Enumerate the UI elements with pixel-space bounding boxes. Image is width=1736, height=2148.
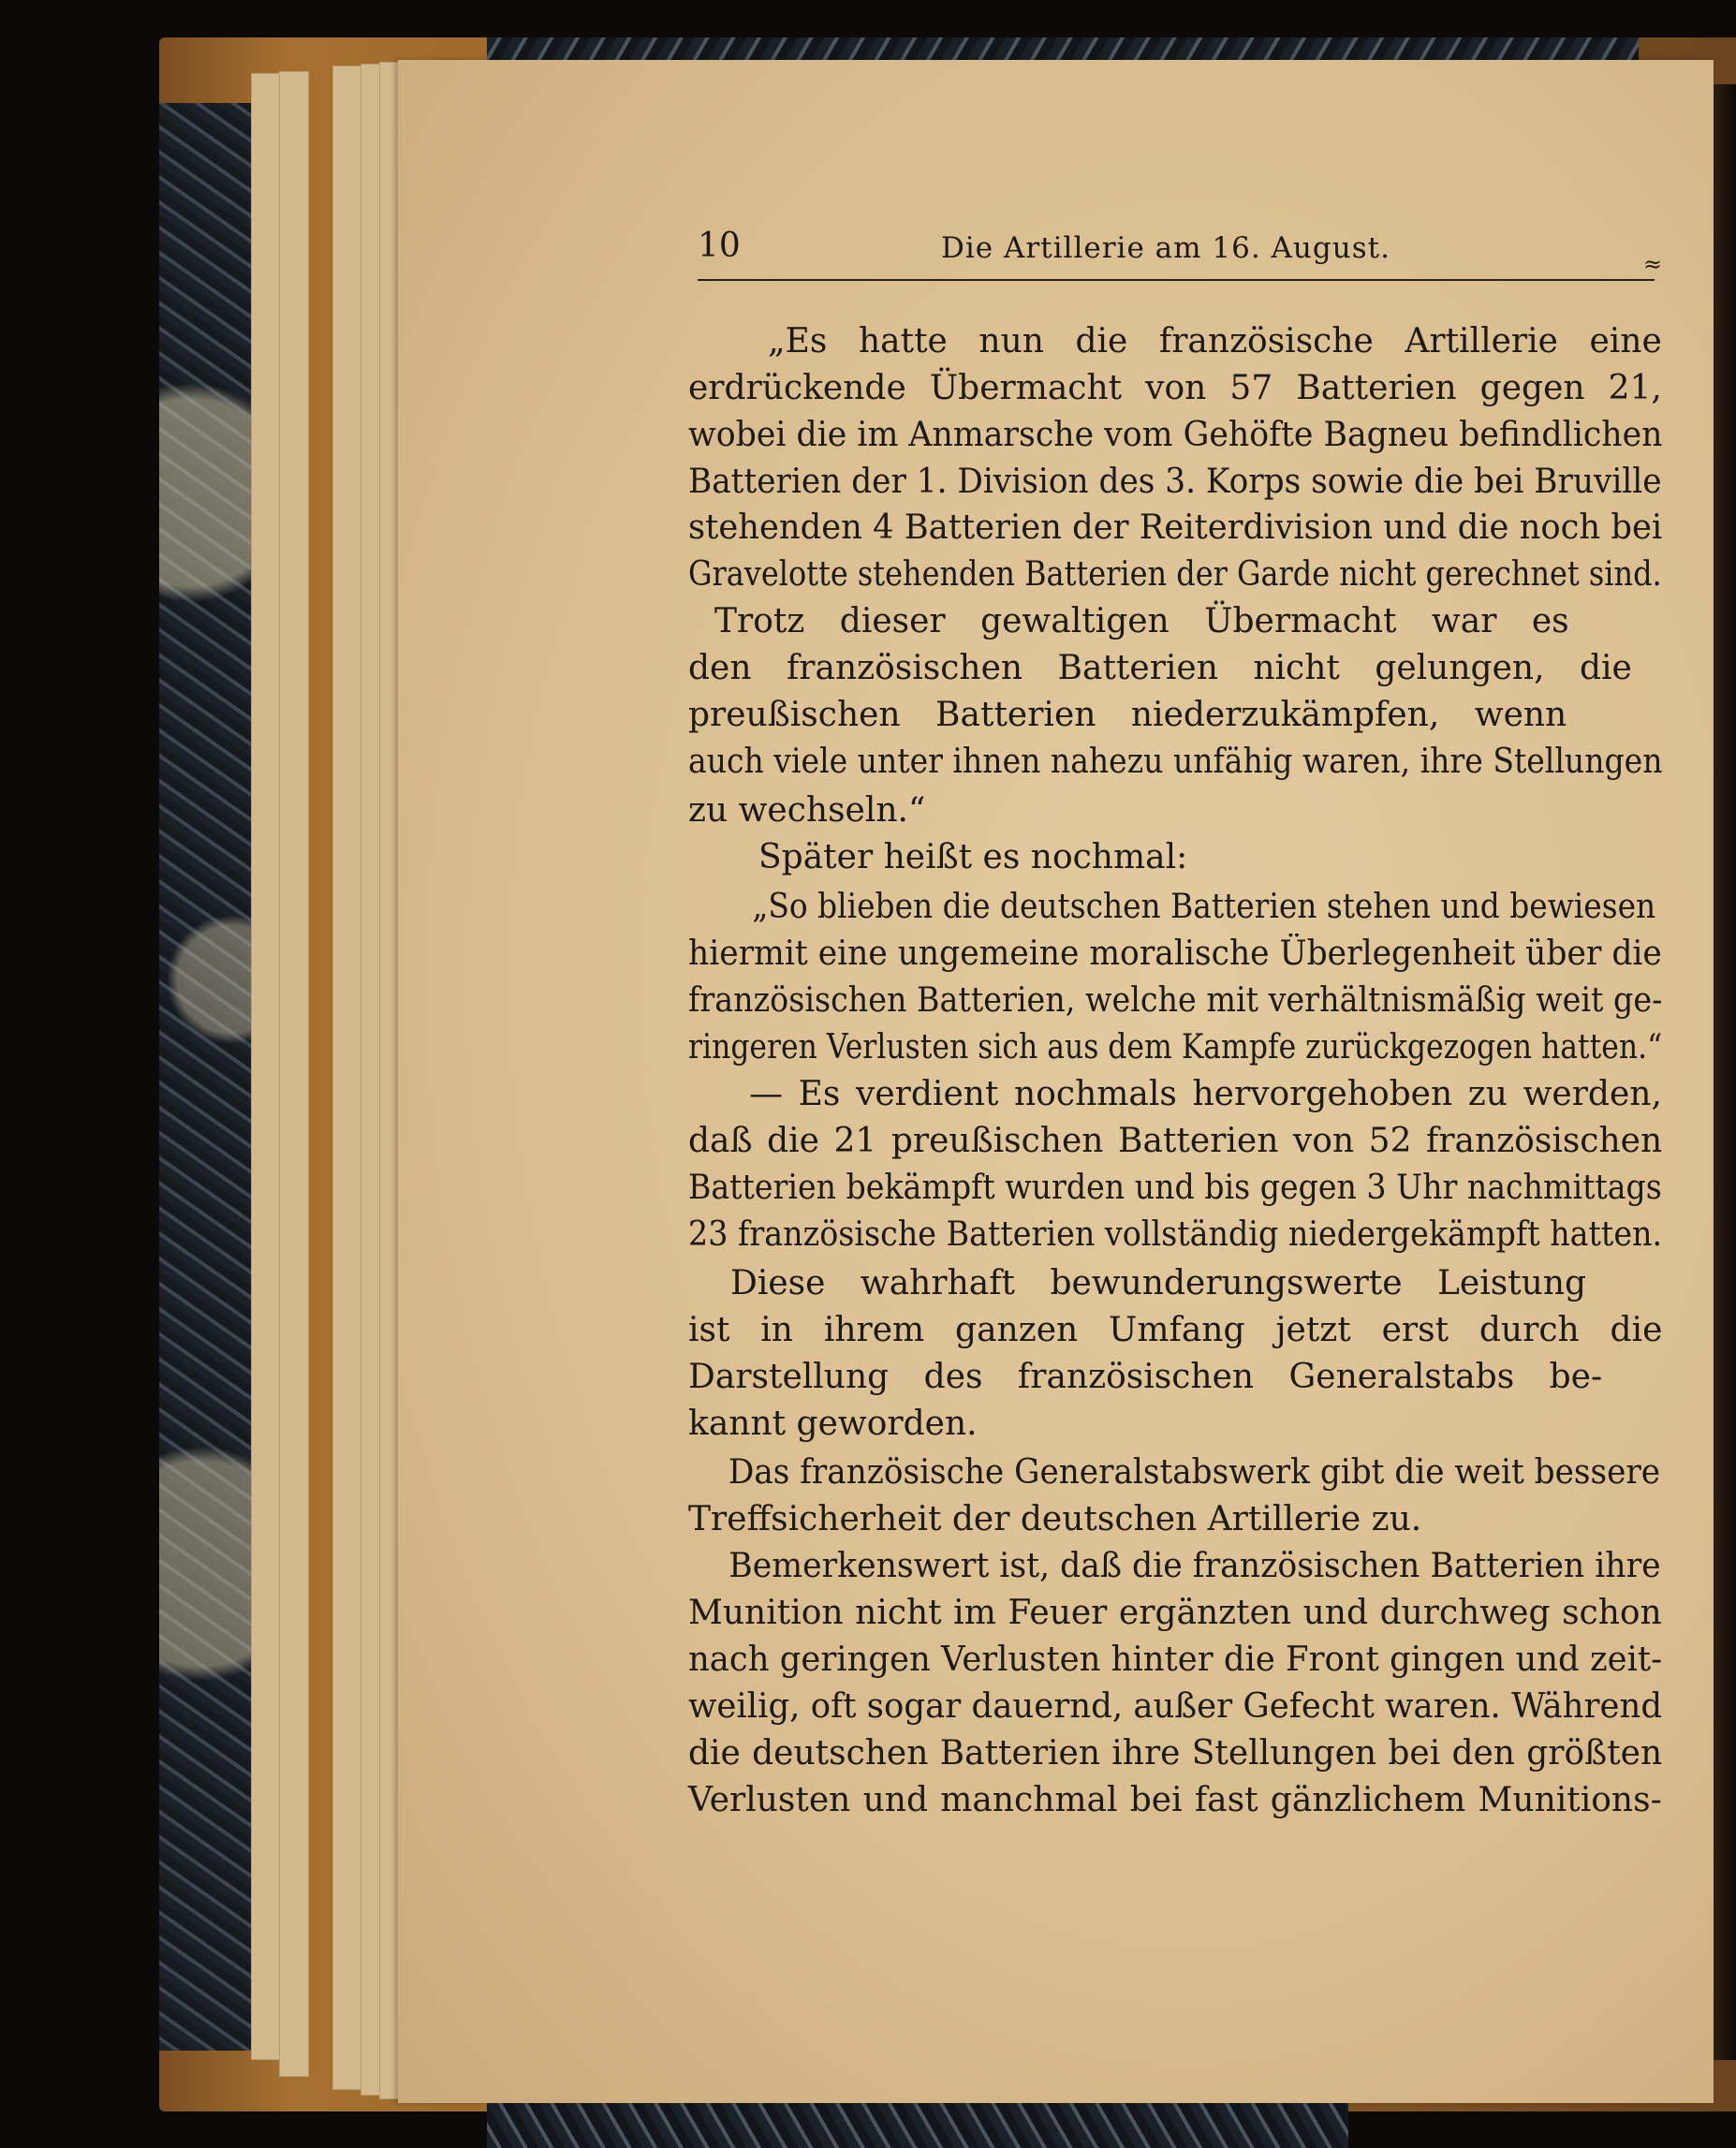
page-number: 10 xyxy=(698,227,741,265)
text-line: hiermit eine ungemeine moralische Überlegenheit über die xyxy=(688,934,1662,973)
text-line: Trotz dieser gewaltigen Übermacht war es xyxy=(714,602,1569,640)
text-line: ist in ihrem ganzen Umfang jetzt erst durch die xyxy=(688,1311,1663,1349)
text-line: Bemerkenswert ist, daß die französischen Batterien ihre xyxy=(728,1547,1661,1585)
page-edge xyxy=(251,73,281,2060)
text-line: Batterien bekämpft wurden und bis gegen 3 Uhr nachmittags xyxy=(688,1169,1662,1207)
text-line: französischen Batterien, welche mit verhältnismäßig weit ge- xyxy=(688,981,1663,1020)
text-line: den französischen Batterien nicht gelungen, die xyxy=(688,649,1632,687)
text-line: Gravelotte stehenden Batterien der Garde nicht gerechnet sind. xyxy=(688,555,1662,594)
text-line: „So blieben die deutschen Batterien stehen und bewiesen xyxy=(752,888,1656,926)
text-line: nach geringen Verlusten hinter die Front gingen und zeit- xyxy=(688,1640,1663,1679)
text-line: Später heißt es nochmal: xyxy=(758,838,1188,876)
page-edge xyxy=(332,66,362,2090)
marbled-endpaper-bottom xyxy=(487,2096,1348,2148)
text-line: preußischen Batterien niederzukämpfen, wenn xyxy=(688,696,1567,734)
text-line: 23 französische Batterien vollständig niedergekämpft hatten. xyxy=(688,1215,1663,1254)
text-line: Treffsicherheit der deutschen Artillerie zu. xyxy=(688,1500,1422,1538)
text-line: wobei die im Anmarsche vom Gehöfte Bagneu befindlichen xyxy=(688,416,1663,454)
text-line: auch viele unter ihnen nahezu unfähig waren, ihre Stellungen xyxy=(688,743,1663,781)
text-line: Darstellung des französischen Generalstabs be- xyxy=(688,1358,1603,1396)
running-title: Die Artillerie am 16. August. xyxy=(941,231,1390,265)
text-line: Das französische Generalstabswerk gibt die weit bessere xyxy=(728,1453,1661,1492)
marbled-endpaper-left xyxy=(159,103,262,2051)
text-line: weilig, oft sogar dauernd, außer Gefecht waren. Während xyxy=(688,1687,1663,1726)
text-line: ringeren Verlusten sich aus dem Kampfe zurückgezogen hatten.“ xyxy=(688,1028,1663,1067)
text-line: Batterien der 1. Division des 3. Korps sowie die bei Bruville xyxy=(688,463,1662,501)
text-line: die deutschen Batterien ihre Stellungen bei den größten xyxy=(688,1734,1663,1773)
text-line: „Es hatte nun die französische Artillerie eine xyxy=(768,322,1662,360)
text-line: Munition nicht im Feuer ergänzten und durchweg schon xyxy=(688,1594,1662,1632)
text-line: zu wechseln.“ xyxy=(688,791,926,830)
text-line: Verlusten und manchmal bei fast gänzlichem Munitions- xyxy=(688,1781,1662,1819)
text-line: kannt geworden. xyxy=(688,1405,978,1443)
text-line: — Es verdient nochmals hervorgehoben zu werden, xyxy=(749,1075,1662,1113)
text-line: Diese wahrhaft bewunderungswerte Leistung xyxy=(730,1264,1587,1302)
text-line: erdrückende Übermacht von 57 Batterien gegen 21, xyxy=(688,369,1662,407)
text-line: stehenden 4 Batterien der Reiterdivision und die noch bei xyxy=(688,508,1663,547)
text-line: daß die 21 preußischen Batterien von 52 französischen xyxy=(688,1122,1663,1160)
page-header xyxy=(698,227,1662,281)
header-mark: ≈ xyxy=(1642,251,1662,277)
page-edge xyxy=(279,71,309,2077)
